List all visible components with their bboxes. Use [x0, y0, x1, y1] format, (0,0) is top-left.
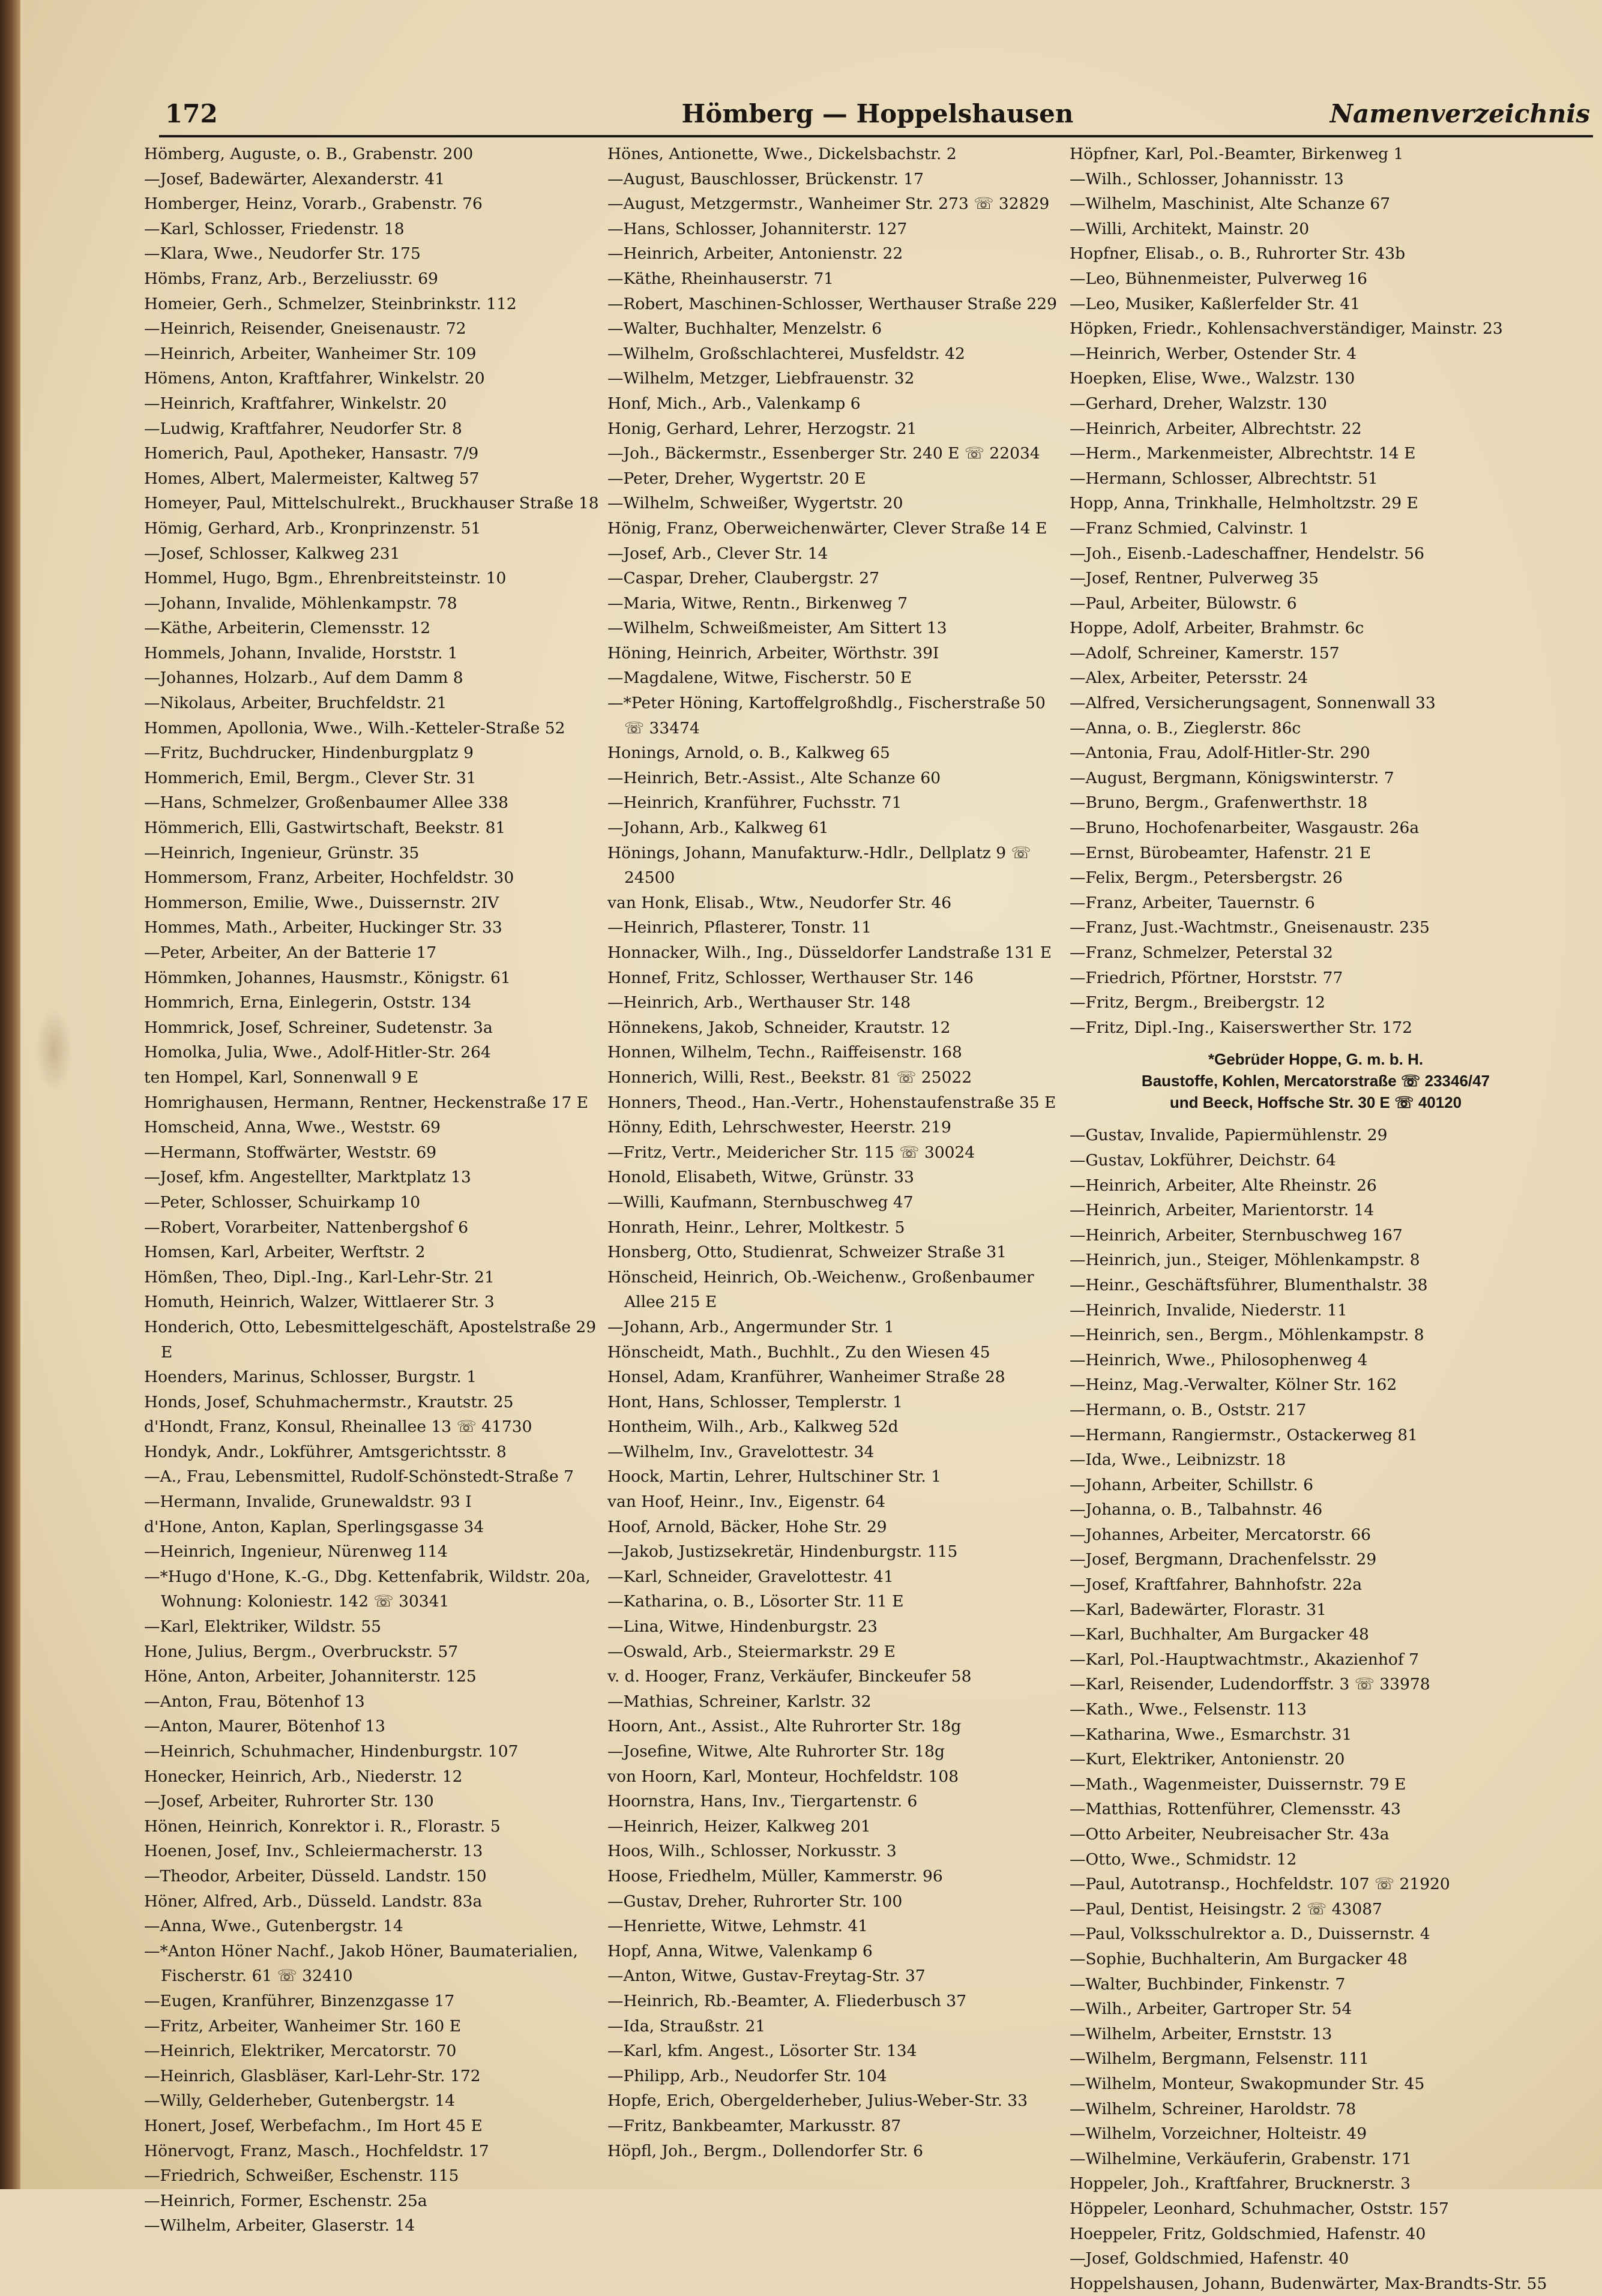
directory-entry: Honnerich, Willi, Rest., Beekstr. 81 ☏ 25022 [607, 1068, 972, 1087]
directory-entry: —Heinrich, Reisender, Gneisenaustr. 72 [144, 319, 466, 338]
directory-entry: —Josef, Bergmann, Drachenfelsstr. 29 [1070, 1550, 1377, 1569]
directory-entry: —Anna, o. B., Zieglerstr. 86c [1070, 718, 1301, 738]
directory-entry: —Heinrich, sen., Bergm., Möhlenkampstr. 8 [1070, 1326, 1424, 1345]
directory-entry: —Antonia, Frau, Adolf-Hitler-Str. 290 [1070, 744, 1370, 763]
directory-entry: —Wilhelm, Metzger, Liebfrauenstr. 32 [607, 369, 915, 388]
directory-entry: Hönny, Edith, Lehrschwester, Heerstr. 219 [607, 1118, 951, 1137]
directory-entry: Hommrich, Erna, Einlegerin, Oststr. 134 [144, 993, 472, 1012]
directory-entry: —Wilhelm, Monteur, Swakopmunder Str. 45 [1070, 2074, 1425, 2093]
directory-entry: —Wilhelm, Arbeiter, Glaserstr. 14 [144, 2216, 415, 2235]
directory-entry: Hommerson, Emilie, Wwe., Duissernstr. 2IV [144, 893, 499, 912]
directory-entry: ten Hompel, Karl, Sonnenwall 9 E [144, 1068, 419, 1087]
directory-entry: Hoenders, Marinus, Schlosser, Burgstr. 1 [144, 1368, 477, 1387]
directory-entry: —Hermann, Stoffwärter, Weststr. 69 [144, 1143, 437, 1162]
directory-entry: —Karl, Pol.-Hauptwachtmstr., Akazienhof 7 [1070, 1650, 1419, 1669]
directory-entry: —Franz, Arbeiter, Tauernstr. 6 [1070, 893, 1315, 912]
directory-entry: —Magdalene, Witwe, Fischerstr. 50 E [607, 669, 912, 688]
directory-entry: van Hoof, Heinr., Inv., Eigenstr. 64 [607, 1492, 886, 1512]
directory-entry: —Paul, Autotransp., Hochfeldstr. 107 ☏ 21920 [1070, 1875, 1450, 1894]
directory-entry: —Wilh., Schlosser, Johannisstr. 13 [1070, 169, 1344, 188]
directory-entry: Hommersom, Franz, Arbeiter, Hochfeldstr. 30 [144, 868, 514, 888]
directory-entry: —Kurt, Elektriker, Antonienstr. 20 [1070, 1750, 1345, 1769]
directory-entry: Hömmken, Johannes, Hausmstr., Königstr. 61 [144, 968, 511, 987]
directory-entry: —Fritz, Buchdrucker, Hindenburgplatz 9 [144, 744, 474, 763]
directory-entry: —Peter, Schlosser, Schuirkamp 10 [144, 1192, 421, 1212]
directory-entry: —Heinrich, Arbeiter, Wanheimer Str. 109 [144, 344, 477, 363]
directory-entry: —Paul, Volksschulrektor a. D., Duissernstr. 4 [1070, 1925, 1430, 1944]
directory-entry: Honnen, Wilhelm, Techn., Raiffeisenstr. 168 [607, 1043, 962, 1062]
directory-entry: —Felix, Bergm., Petersbergstr. 26 [1070, 868, 1343, 888]
directory-entry: —Heinrich, Kranführer, Fuchsstr. 71 [607, 793, 902, 813]
directory-entry: —Karl, Elektriker, Wildstr. 55 [144, 1617, 382, 1636]
directory-entry: —Fritz, Arbeiter, Wanheimer Str. 160 E [144, 2016, 462, 2036]
directory-entry: —Heinrich, Arbeiter, Sternbuschweg 167 [1070, 1225, 1403, 1245]
directory-entry: —Katharina, o. B., Lösorter Str. 11 E [607, 1592, 904, 1611]
directory-entry: —Gustav, Dreher, Ruhrorter Str. 100 [607, 1892, 903, 1911]
directory-entry: —Herm., Markenmeister, Albrechtstr. 14 E [1070, 444, 1416, 463]
directory-entry: —Heinrich, Arb., Werthauser Str. 148 [607, 993, 911, 1012]
directory-entry: Hömßen, Theo, Dipl.-Ing., Karl-Lehr-Str. 21 [144, 1267, 495, 1287]
directory-entry: —Hermann, Invalide, Grunewaldstr. 93 I [144, 1492, 472, 1512]
directory-entry: —Josef, kfm. Angestellter, Marktplatz 13 [144, 1168, 471, 1187]
directory-entry: —Matthias, Rottenführer, Clemensstr. 43 [1070, 1800, 1401, 1819]
directory-entry: Höpfl, Joh., Bergm., Dollendorfer Str. 6 [607, 2141, 923, 2160]
directory-entry: Hönervogt, Franz, Masch., Hochfeldstr. 17 [144, 2141, 489, 2160]
directory-entry: Hommels, Johann, Invalide, Horststr. 1 [144, 643, 458, 663]
directory-entry: —A., Frau, Lebensmittel, Rudolf-Schönstedt-Straße 7 [144, 1467, 574, 1486]
directory-entry: Hoppelshausen, Johann, Budenwärter, Max-Brandts-Str. 55 [1070, 2274, 1547, 2293]
directory-entry: Honds, Josef, Schuhmachermstr., Krautstr. 25 [144, 1392, 514, 1411]
header-rule [159, 135, 1593, 137]
directory-entry: —Leo, Musiker, Kaßlerfelder Str. 41 [1070, 294, 1361, 313]
directory-entry: Höne, Anton, Arbeiter, Johanniterstr. 125 [144, 1667, 477, 1686]
directory-entry: Hoppeler, Joh., Kraftfahrer, Brucknerstr. 3 [1070, 2174, 1411, 2193]
directory-entry: —Klara, Wwe., Neudorfer Str. 175 [144, 244, 421, 263]
directory-entry: —Friedrich, Schweißer, Eschenstr. 115 [144, 2166, 459, 2186]
directory-entry: Hommrick, Josef, Schreiner, Sudetenstr. 3a [144, 1018, 493, 1037]
directory-entry: —*Hugo d'Hone, K.-G., Dbg. Kettenfabrik, Wildstr. 20a, Wohnung: Koloniestr. 142 ☏ 30341 [144, 1567, 591, 1611]
directory-entry: —Joh., Bäckermstr., Essenberger Str. 240 E ☏ 22034 [607, 444, 1040, 463]
directory-entry: Homes, Albert, Malermeister, Kaltweg 57 [144, 469, 480, 488]
directory-entry: —Sophie, Buchhalterin, Am Burgacker 48 [1070, 1949, 1408, 1968]
directory-entry: Hommen, Apollonia, Wwe., Wilh.-Ketteler-Straße 52 [144, 718, 565, 738]
directory-entry: Hönes, Antionette, Wwe., Dickelsbachstr. 2 [607, 145, 957, 163]
directory-entry: d'Hone, Anton, Kaplan, Sperlingsgasse 34 [144, 1517, 484, 1536]
directory-entry: —Fritz, Vertr., Meidericher Str. 115 ☏ 30024 [607, 1143, 975, 1162]
directory-entry: —Wilhelm, Schreiner, Haroldstr. 78 [1070, 2099, 1357, 2118]
directory-entry: —Walter, Buchhalter, Menzelstr. 6 [607, 319, 882, 338]
directory-entry: —Josef, Kraftfahrer, Bahnhofstr. 22a [1070, 1575, 1363, 1594]
directory-entry: Hönscheidt, Math., Buchhlt., Zu den Wiesen 45 [607, 1342, 990, 1362]
directory-entry: Hoppe, Adolf, Arbeiter, Brahmstr. 6c [1070, 619, 1364, 638]
directory-entry: —Paul, Arbeiter, Bülowstr. 6 [1070, 594, 1297, 613]
directory-entry: Hönnekens, Jakob, Schneider, Krautstr. 12 [607, 1018, 951, 1037]
directory-entry: —Robert, Maschinen-Schlosser, Werthauser Straße 229 [607, 294, 1057, 313]
directory-entry: —Ludwig, Kraftfahrer, Neudorfer Str. 8 [144, 419, 462, 438]
directory-entry: —Math., Wagenmeister, Duissernstr. 79 E [1070, 1775, 1406, 1794]
directory-entry: —Mathias, Schreiner, Karlstr. 32 [607, 1692, 872, 1711]
directory-entry: —Heinrich, Schuhmacher, Hindenburgstr. 107 [144, 1742, 519, 1761]
ad-company: *Gebrüder Hoppe, G. m. b. H. [1208, 1050, 1424, 1069]
directory-entry: —Bruno, Hochofenarbeiter, Wasgaustr. 26a [1070, 819, 1420, 838]
directory-entry: —Gerhard, Dreher, Walzstr. 130 [1070, 394, 1327, 413]
directory-entry: —Hans, Schmelzer, Großenbaumer Allee 338 [144, 793, 508, 813]
directory-entry: —Heinrich, Arbeiter, Marientorstr. 14 [1070, 1201, 1375, 1220]
directory-entry: Honings, Arnold, o. B., Kalkweg 65 [607, 744, 890, 763]
directory-entry: Honsel, Adam, Kranführer, Wanheimer Straße 28 [607, 1368, 1005, 1387]
directory-entry: van Honk, Elisab., Wtw., Neudorfer Str. 46 [607, 893, 952, 912]
directory-entry: —Johann, Arb., Kalkweg 61 [607, 819, 829, 838]
directory-entry: —Wilhelm, Schweißer, Wygertstr. 20 [607, 494, 903, 513]
directory-entry: —Oswald, Arb., Steiermarkstr. 29 E [607, 1642, 896, 1661]
directory-entry: —Philipp, Arb., Neudorfer Str. 104 [607, 2066, 887, 2085]
directory-entry: —Heinrich, Arbeiter, Albrechtstr. 22 [1070, 419, 1362, 438]
directory-entry: —Wilh., Arbeiter, Gartroper Str. 54 [1070, 2000, 1352, 2019]
directory-entry: —Heinrich, Betr.-Assist., Alte Schanze 60 [607, 768, 941, 787]
directory-entry: Honners, Theod., Han.-Vertr., Hohenstaufenstraße 35 E [607, 1093, 1056, 1112]
directory-entry: —Eugen, Kranführer, Binzenzgasse 17 [144, 1991, 455, 2010]
directory-entry: —Josef, Rentner, Pulverweg 35 [1070, 569, 1319, 588]
directory-entry: —Karl, Badewärter, Florastr. 31 [1070, 1600, 1326, 1619]
directory-entry: —Peter, Dreher, Wygertstr. 20 E [607, 469, 866, 488]
directory-entry: Hönscheid, Heinrich, Ob.-Weichenw., Großenbaumer Allee 215 E [607, 1267, 1034, 1312]
directory-entry: d'Hondt, Franz, Konsul, Rheinallee 13 ☏ 41730 [144, 1417, 532, 1437]
directory-entry: Hönings, Johann, Manufakturw.-Hdlr., Dellplatz 9 ☏ 24500 [607, 843, 1031, 888]
directory-entry: —Johann, Arbeiter, Schillstr. 6 [1070, 1475, 1313, 1494]
directory-entry: —Katharina, Wwe., Esmarchstr. 31 [1070, 1725, 1352, 1744]
directory-entry: Hommerich, Emil, Bergm., Clever Str. 31 [144, 768, 477, 787]
directory-entry: Honderich, Otto, Lebesmittelgeschäft, Apostelstraße 29 E [144, 1317, 597, 1362]
directory-entry: —Heinrich, Ingenieur, Grünstr. 35 [144, 843, 420, 862]
page-header [165, 99, 1590, 135]
directory-entry: —Heinz, Mag.-Verwalter, Kölner Str. 162 [1070, 1375, 1397, 1395]
directory-entry: —Käthe, Arbeiterin, Clemensstr. 12 [144, 619, 431, 638]
directory-entry: —Wilhelm, Maschinist, Alte Schanze 67 [1070, 194, 1391, 214]
directory-entry: —Fritz, Bergm., Breibergstr. 12 [1070, 993, 1325, 1012]
directory-entry: —Käthe, Rheinhauserstr. 71 [607, 269, 834, 288]
directory-entry: Hömmerich, Elli, Gastwirtschaft, Beekstr. 81 [144, 819, 506, 838]
directory-entry: Hönen, Heinrich, Konrektor i. R., Florastr. 5 [144, 1817, 501, 1836]
directory-entry: —Walter, Buchbinder, Finkenstr. 7 [1070, 1974, 1346, 1994]
directory-entry: —Karl, Schneider, Gravelottestr. 41 [607, 1567, 894, 1586]
directory-entry: Hömens, Anton, Kraftfahrer, Winkelstr. 20 [144, 369, 485, 388]
directory-entry: Honrath, Heinr., Lehrer, Moltkestr. 5 [607, 1218, 905, 1237]
directory-entry: —Johann, Arb., Angermunder Str. 1 [607, 1317, 894, 1336]
directory-entry: —Ida, Straußstr. 21 [607, 2016, 766, 2036]
directory-entry: —Wilhelm, Vorzeichner, Holteistr. 49 [1070, 2124, 1367, 2144]
directory-entry: —August, Bauschlosser, Brückenstr. 17 [607, 169, 924, 188]
directory-entry: —Alfred, Versicherungsagent, Sonnenwall 33 [1070, 694, 1436, 713]
directory-entry: Honig, Gerhard, Lehrer, Herzogstr. 21 [607, 419, 917, 438]
page-number: 172 [165, 99, 218, 128]
ad-line-2: Baustoffe, Kohlen, Mercatorstraße ☏ 23346/47 [1141, 1072, 1490, 1090]
column-1 [144, 142, 606, 2238]
directory-entry: —Anton, Witwe, Gustav-Freytag-Str. 37 [607, 1967, 926, 1986]
directory-entry: —Josef, Schlosser, Kalkweg 231 [144, 544, 400, 563]
directory-entry: Hoornstra, Hans, Inv., Tiergartenstr. 6 [607, 1792, 918, 1811]
directory-entry: Hönig, Franz, Oberweichenwärter, Clever Straße 14 E [607, 518, 1047, 538]
directory-entry: —Peter, Arbeiter, An der Batterie 17 [144, 943, 437, 962]
directory-entry: Höpfner, Karl, Pol.-Beamter, Birkenweg 1 [1070, 145, 1404, 163]
directory-entry: —Franz, Schmelzer, Peterstal 32 [1070, 943, 1333, 962]
directory-entry: —Willi, Architekt, Mainstr. 20 [1070, 219, 1310, 238]
directory-entry: —Johannes, Arbeiter, Mercatorstr. 66 [1070, 1525, 1372, 1544]
directory-entry: —Franz, Just.-Wachtmstr., Gneisenaustr. 235 [1070, 918, 1430, 937]
directory-entry: —Kath., Wwe., Felsenstr. 113 [1070, 1700, 1307, 1719]
directory-entry: Hopfe, Erich, Obergelderheber, Julius-Weber-Str. 33 [607, 2091, 1028, 2111]
directory-entry: Hoof, Arnold, Bäcker, Hohe Str. 29 [607, 1517, 887, 1536]
directory-entry: Hoepken, Elise, Wwe., Walzstr. 130 [1070, 369, 1355, 388]
directory-entry: —Josefine, Witwe, Alte Ruhrorter Str. 18g [607, 1742, 945, 1761]
directory-entry: —Heinrich, Glasbläser, Karl-Lehr-Str. 172 [144, 2066, 481, 2085]
directory-entry: —Josef, Arbeiter, Ruhrorter Str. 130 [144, 1792, 434, 1811]
column-3-top [1070, 142, 1562, 1040]
directory-entry: Höner, Alfred, Arb., Düsseld. Landstr. 83a [144, 1892, 483, 1911]
directory-entry: Hondyk, Andr., Lokführer, Amtsgerichtsstr. 8 [144, 1442, 507, 1461]
directory-entry: —Fritz, Bankbeamter, Markusstr. 87 [607, 2116, 902, 2135]
directory-entry: Homeier, Gerh., Schmelzer, Steinbrinkstr. 112 [144, 294, 517, 313]
directory-entry: Homolka, Julia, Wwe., Adolf-Hitler-Str. 264 [144, 1043, 491, 1062]
directory-entry: —Hermann, Schlosser, Albrechtstr. 51 [1070, 469, 1378, 488]
directory-entry: —Heinrich, Rb.-Beamter, A. Fliederbusch 37 [607, 1991, 967, 2010]
directory-entry: —Heinrich, Kraftfahrer, Winkelstr. 20 [144, 394, 447, 413]
advertisement-box [1070, 1048, 1562, 1113]
directory-entry: —Wilhelm, Bergmann, Felsenstr. 111 [1070, 2049, 1369, 2069]
directory-entry: Hoos, Wilh., Schlosser, Norkusstr. 3 [607, 1842, 897, 1861]
directory-entry: Hommes, Math., Arbeiter, Huckinger Str. 33 [144, 918, 502, 937]
directory-entry: —Johanna, o. B., Talbahnstr. 46 [1070, 1500, 1323, 1519]
directory-entry: Hommel, Hugo, Bgm., Ehrenbreitsteinstr. 10 [144, 569, 507, 588]
directory-entry: —Hermann, Rangiermstr., Ostackerweg 81 [1070, 1425, 1418, 1444]
directory-entry: —Karl, Reisender, Ludendorffstr. 3 ☏ 33978 [1070, 1675, 1430, 1694]
directory-entry: —August, Bergmann, Königswinterstr. 7 [1070, 768, 1394, 787]
directory-entry: —*Anton Höner Nachf., Jakob Höner, Baumaterialien, Fischerstr. 61 ☏ 32410 [144, 1941, 578, 1986]
directory-entry: —Nikolaus, Arbeiter, Bruchfeldstr. 21 [144, 694, 447, 713]
directory-entry: Homerich, Paul, Apotheker, Hansastr. 7/9 [144, 444, 479, 463]
directory-entry: —*Peter Höning, Kartoffelgroßhdlg., Fischerstraße 50 ☏ 33474 [607, 694, 1046, 738]
directory-entry: Homeyer, Paul, Mittelschulrekt., Bruckhauser Straße 18 [144, 494, 599, 513]
page-title: Hömberg — Hoppelshausen [681, 99, 1074, 128]
directory-entry: Homsen, Karl, Arbeiter, Werftstr. 2 [144, 1243, 426, 1262]
directory-entry: —Wilhelm, Arbeiter, Ernststr. 13 [1070, 2024, 1332, 2043]
directory-entry: —Caspar, Dreher, Claubergstr. 27 [607, 569, 879, 588]
directory-entry: —Fritz, Dipl.-Ing., Kaiserswerther Str. 172 [1070, 1018, 1412, 1037]
directory-entry: —Karl, Buchhalter, Am Burgacker 48 [1070, 1625, 1369, 1644]
directory-entry: —Gustav, Lokführer, Deichstr. 64 [1070, 1150, 1336, 1170]
directory-entry: —Josef, Goldschmied, Hafenstr. 40 [1070, 2249, 1349, 2268]
column-2 [607, 142, 1070, 2163]
directory-entry: —Alex, Arbeiter, Petersstr. 24 [1070, 669, 1308, 688]
directory-entry: —Heinrich, jun., Steiger, Möhlenkampstr. 8 [1070, 1251, 1420, 1270]
directory-entry: Hopf, Anna, Witwe, Valenkamp 6 [607, 1941, 873, 1961]
directory-entry: —Johann, Invalide, Möhlenkampstr. 78 [144, 594, 457, 613]
directory-entry: —Otto Arbeiter, Neubreisacher Str. 43a [1070, 1825, 1390, 1844]
directory-entry: —Hans, Schlosser, Johanniterstr. 127 [607, 219, 908, 238]
directory-entry: —Willi, Kaufmann, Sternbuschweg 47 [607, 1192, 914, 1212]
directory-entry: —Heinrich, Pflasterer, Tonstr. 11 [607, 918, 872, 937]
directory-entry: Höpken, Friedr., Kohlensachverständiger, Mainstr. 23 [1070, 319, 1503, 338]
directory-entry: —Heinrich, Invalide, Niederstr. 11 [1070, 1300, 1348, 1320]
section-title: Namenverzeichnis [1329, 99, 1590, 128]
directory-entry: —Lina, Witwe, Hindenburgstr. 23 [607, 1617, 878, 1636]
directory-entry: Hontheim, Wilh., Arb., Kalkweg 52d [607, 1417, 899, 1437]
directory-entry: —Heinrich, Elektriker, Mercatorstr. 70 [144, 2042, 457, 2061]
directory-entry: —Heinrich, Heizer, Kalkweg 201 [607, 1817, 871, 1836]
directory-entry: Homberger, Heinz, Vorarb., Grabenstr. 76 [144, 194, 483, 214]
directory-entry: —Karl, Schlosser, Friedenstr. 18 [144, 219, 405, 238]
directory-entry: —Wilhelm, Inv., Gravelottestr. 34 [607, 1442, 875, 1461]
directory-entry: —August, Metzgermstr., Wanheimer Str. 273 ☏ 32829 [607, 194, 1050, 214]
directory-entry: v. d. Hooger, Franz, Verkäufer, Binckeufer 58 [607, 1667, 972, 1686]
directory-entry: Homuth, Heinrich, Walzer, Wittlaerer Str. 3 [144, 1293, 495, 1312]
directory-entry: —Paul, Dentist, Heisingstr. 2 ☏ 43087 [1070, 1899, 1382, 1919]
directory-entry: Honnacker, Wilh., Ing., Düsseldorfer Landstraße 131 E [607, 943, 1052, 962]
directory-entry: —Heinrich, Former, Eschenstr. 25a [144, 2191, 427, 2210]
directory-entry: Honold, Elisabeth, Witwe, Grünstr. 33 [607, 1168, 914, 1187]
directory-entry: Hone, Julius, Bergm., Overbruckstr. 57 [144, 1642, 459, 1661]
directory-entry: Hömberg, Auguste, o. B., Grabenstr. 200 [144, 145, 474, 163]
directory-entry: Hömbs, Franz, Arb., Berzeliusstr. 69 [144, 269, 439, 288]
directory-entry: —Heinrich, Arbeiter, Alte Rheinstr. 26 [1070, 1176, 1377, 1195]
directory-entry: —Wilhelmine, Verkäuferin, Grabenstr. 171 [1070, 2149, 1412, 2168]
directory-entry: Honnef, Fritz, Schlosser, Werthauser Str. 146 [607, 968, 974, 987]
directory-entry: —Karl, kfm. Angest., Lösorter Str. 134 [607, 2042, 917, 2061]
directory-entry: —Willy, Gelderheber, Gutenbergstr. 14 [144, 2091, 456, 2111]
directory-entry: Hopp, Anna, Trinkhalle, Helmholtzstr. 29 E [1070, 494, 1418, 513]
directory-entry: —Bruno, Bergm., Grafenwerthstr. 18 [1070, 793, 1368, 813]
column-3-bottom [1070, 1123, 1562, 2296]
directory-entry: Honf, Mich., Arb., Valenkamp 6 [607, 394, 861, 413]
book-binding [0, 0, 20, 2189]
directory-entry: —Heinrich, Werber, Ostender Str. 4 [1070, 344, 1357, 363]
directory-entry: —Anton, Frau, Bötenhof 13 [144, 1692, 365, 1711]
directory-entry: —Heinrich, Ingenieur, Nürenweg 114 [144, 1542, 448, 1561]
directory-entry: —Heinrich, Arbeiter, Antonienstr. 22 [607, 244, 903, 263]
directory-entry: Honecker, Heinrich, Arb., Niederstr. 12 [144, 1767, 463, 1786]
directory-entry: —Heinrich, Wwe., Philosophenweg 4 [1070, 1350, 1368, 1369]
directory-entry: —Heinr., Geschäftsführer, Blumenthalstr. 38 [1070, 1275, 1428, 1294]
directory-entry: —Wilhelm, Großschlachterei, Musfeldstr. 42 [607, 344, 965, 363]
ad-line-3: und Beeck, Hoffsche Str. 30 E ☏ 40120 [1169, 1093, 1462, 1112]
directory-entry: —Wilhelm, Schweißmeister, Am Sittert 13 [607, 619, 947, 638]
directory-entry: Homscheid, Anna, Wwe., Weststr. 69 [144, 1118, 441, 1137]
directory-entry: —Ida, Wwe., Leibnizstr. 18 [1070, 1450, 1286, 1470]
directory-entry: —Robert, Vorarbeiter, Nattenbergshof 6 [144, 1218, 469, 1237]
directory-entry: Honsberg, Otto, Studienrat, Schweizer Straße 31 [607, 1243, 1007, 1262]
directory-entry: —Franz Schmied, Calvinstr. 1 [1070, 518, 1309, 538]
directory-entry: Hoeppeler, Fritz, Goldschmied, Hafenstr. 40 [1070, 2224, 1426, 2243]
directory-entry: von Hoorn, Karl, Monteur, Hochfeldstr. 108 [607, 1767, 959, 1786]
directory-entry: —Anna, Wwe., Gutenbergstr. 14 [144, 1917, 403, 1936]
directory-entry: —Anton, Maurer, Bötenhof 13 [144, 1717, 385, 1736]
directory-entry: —Jakob, Justizsekretär, Hindenburgstr. 115 [607, 1542, 958, 1561]
directory-entry: —Joh., Eisenb.-Ladeschaffner, Hendelstr. 56 [1070, 544, 1425, 563]
directory-entry: —Henriette, Witwe, Lehmstr. 41 [607, 1917, 869, 1936]
directory-entry: Homrighausen, Hermann, Rentner, Heckenstraße 17 E [144, 1093, 588, 1112]
directory-entry: —Johannes, Holzarb., Auf dem Damm 8 [144, 669, 463, 688]
directory-entry: —Maria, Witwe, Rentn., Birkenweg 7 [607, 594, 908, 613]
directory-entry: —Hermann, o. B., Oststr. 217 [1070, 1400, 1307, 1419]
directory-entry: Hont, Hans, Schlosser, Templerstr. 1 [607, 1392, 903, 1411]
directory-entry: —Leo, Bühnenmeister, Pulverweg 16 [1070, 269, 1367, 288]
directory-entry: —Friedrich, Pförtner, Horststr. 77 [1070, 968, 1343, 987]
directory-entry: Hopfner, Elisab., o. B., Ruhrorter Str. 43b [1070, 244, 1406, 263]
paper-stain [36, 1008, 72, 1092]
directory-entry: —Adolf, Schreiner, Kamerstr. 157 [1070, 643, 1340, 663]
directory-entry: Hoorn, Ant., Assist., Alte Ruhrorter Str. 18g [607, 1717, 962, 1736]
directory-entry: —Gustav, Invalide, Papiermühlenstr. 29 [1070, 1126, 1388, 1145]
directory-entry: Honert, Josef, Werbefachm., Im Hort 45 E [144, 2116, 483, 2135]
directory-entry: Hoock, Martin, Lehrer, Hultschiner Str. 1 [607, 1467, 942, 1486]
directory-entry: —Otto, Wwe., Schmidstr. 12 [1070, 1850, 1297, 1869]
directory-entry: Hoose, Friedhelm, Müller, Kammerstr. 96 [607, 1866, 943, 1886]
directory-entry: Hömig, Gerhard, Arb., Kronprinzenstr. 51 [144, 518, 481, 538]
directory-entry: —Ernst, Bürobeamter, Hafenstr. 21 E [1070, 843, 1372, 862]
directory-entry: —Josef, Arb., Clever Str. 14 [607, 544, 828, 563]
directory-entry: Hoenen, Josef, Inv., Schleiermacherstr. 13 [144, 1842, 483, 1861]
directory-entry: —Theodor, Arbeiter, Düsseld. Landstr. 150 [144, 1866, 487, 1886]
directory-entry: —Josef, Badewärter, Alexanderstr. 41 [144, 169, 445, 188]
directory-entry: Höppeler, Leonhard, Schuhmacher, Oststr. 157 [1070, 2199, 1449, 2218]
column-3 [1070, 142, 1562, 2296]
directory-entry: Höning, Heinrich, Arbeiter, Wörthstr. 39I [607, 643, 939, 663]
